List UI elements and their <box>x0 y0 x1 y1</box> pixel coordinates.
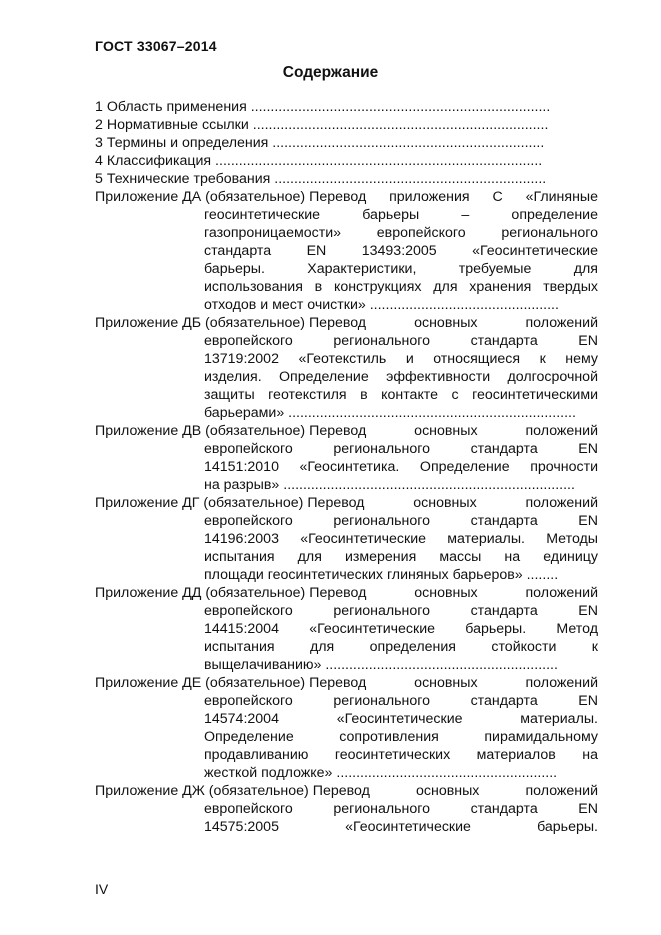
annex-line-last: барьерами» ......................................................................... <box>204 405 576 421</box>
annex-line-last: выщелачиванию» ........................................................... <box>204 657 558 673</box>
toc-entry-annex-db[interactable] <box>95 314 598 422</box>
toc-entry-technical-requirements[interactable]: 5 Технические требования ..................................................................... <box>95 171 547 187</box>
annex-line: 13719:2002 «Геотекстиль и относящиеся к нему <box>204 351 598 367</box>
annex-line: испытания для определения стойкости к <box>204 639 598 655</box>
toc-entry-annex-dv[interactable] <box>95 422 598 494</box>
toc-entry-scope[interactable]: 1 Область применения ............................................................................ <box>95 99 551 115</box>
toc-entry-classification[interactable]: 4 Классификация ................................................................................... <box>95 153 543 169</box>
annex-line: продавливанию геосинтетических материалов на <box>204 747 598 763</box>
annex-line: Перевод основных положений <box>309 675 598 691</box>
toc-entry-terms-definitions[interactable]: 3 Термины и определения ..................................................................... <box>95 135 545 151</box>
annex-line: европейского регионального стандарта EN <box>204 603 598 619</box>
annex-heading: Приложение ДА (обязательное) <box>95 189 306 205</box>
page-number: IV <box>95 881 109 897</box>
annex-line: Перевод основных положений <box>312 783 598 799</box>
annex-line: защиты геотекстиля в контакте с геосинтетическими <box>204 387 598 403</box>
annex-line: стандарта EN 13493:2005 «Геосинтетические <box>204 243 598 259</box>
annex-line: Определение сопротивления пирамидальному <box>204 729 598 745</box>
annex-line: Перевод приложения С «Глиняные <box>309 189 598 205</box>
toc-entry-annex-dd[interactable] <box>95 584 598 674</box>
annex-line: барьеры. Характеристики, требуемые для <box>204 261 598 277</box>
annex-line: европейского регионального стандарта EN <box>204 513 598 529</box>
annex-line: Перевод основных положений <box>309 585 598 601</box>
annex-line: геосинтетические барьеры – определение <box>204 207 598 223</box>
annex-line: использования в конструкциях для хранения твердых <box>204 279 598 295</box>
annex-line: европейского регионального стандарта EN <box>204 333 598 349</box>
toc-entry-annex-dg[interactable] <box>95 494 598 584</box>
annex-line-last: на разрыв» .......................................................................... <box>204 477 575 493</box>
annex-line: 14574:2004 «Геосинтетические материалы. <box>204 711 598 727</box>
annex-heading: Приложение ДД (обязательное) <box>95 585 306 601</box>
annex-line: 14415:2004 «Геосинтетические барьеры. Метод <box>204 621 598 637</box>
annex-line-last: отходов и мест очистки» ................................................ <box>204 297 559 313</box>
table-of-contents <box>95 98 598 836</box>
annex-line: 14151:2010 «Геосинтетика. Определение прочности <box>204 459 598 475</box>
annex-line: 14575:2005 «Геосинтетические барьеры. <box>204 819 598 835</box>
annex-line: Перевод основных положений <box>308 315 598 331</box>
annex-heading: Приложение ДВ (обязательное) <box>95 423 306 439</box>
page-title: Содержание <box>282 64 379 81</box>
annex-line-last: жесткой подложке» ........................................................ <box>204 765 558 781</box>
annex-line: испытания для измерения массы на единицу <box>204 549 598 565</box>
toc-entry-annex-dzh[interactable] <box>95 782 598 836</box>
annex-line: европейского регионального стандарта EN <box>204 693 598 709</box>
annex-line: европейского регионального стандарта EN <box>204 801 598 817</box>
annex-line: Перевод основных положений <box>307 495 598 511</box>
annex-line-last: площади геосинтетических глиняных барьеров» ........ <box>204 567 559 583</box>
annex-line: европейского регионального стандарта EN <box>204 441 598 457</box>
annex-heading: Приложение ДБ (обязательное) <box>95 315 305 331</box>
toc-entry-normative-references[interactable]: 2 Нормативные ссылки ........................................................................... <box>95 117 549 133</box>
annex-line: Перевод основных положений <box>309 423 598 439</box>
annex-line: изделия. Определение эффективности долгосрочной <box>204 369 598 385</box>
toc-entry-annex-de[interactable] <box>95 674 598 782</box>
annex-line: газопроницаемости» европейского регионального <box>204 225 598 241</box>
document-id: ГОСТ 33067–2014 <box>95 38 217 54</box>
annex-heading: Приложение ДЕ (обязательное) <box>95 675 306 691</box>
toc-entry-annex-da[interactable] <box>95 188 598 314</box>
annex-heading: Приложение ДЖ (обязательное) <box>95 783 309 799</box>
annex-heading: Приложение ДГ (обязательное) <box>95 495 304 511</box>
annex-line: 14196:2003 «Геосинтетические материалы. Методы <box>204 531 598 547</box>
